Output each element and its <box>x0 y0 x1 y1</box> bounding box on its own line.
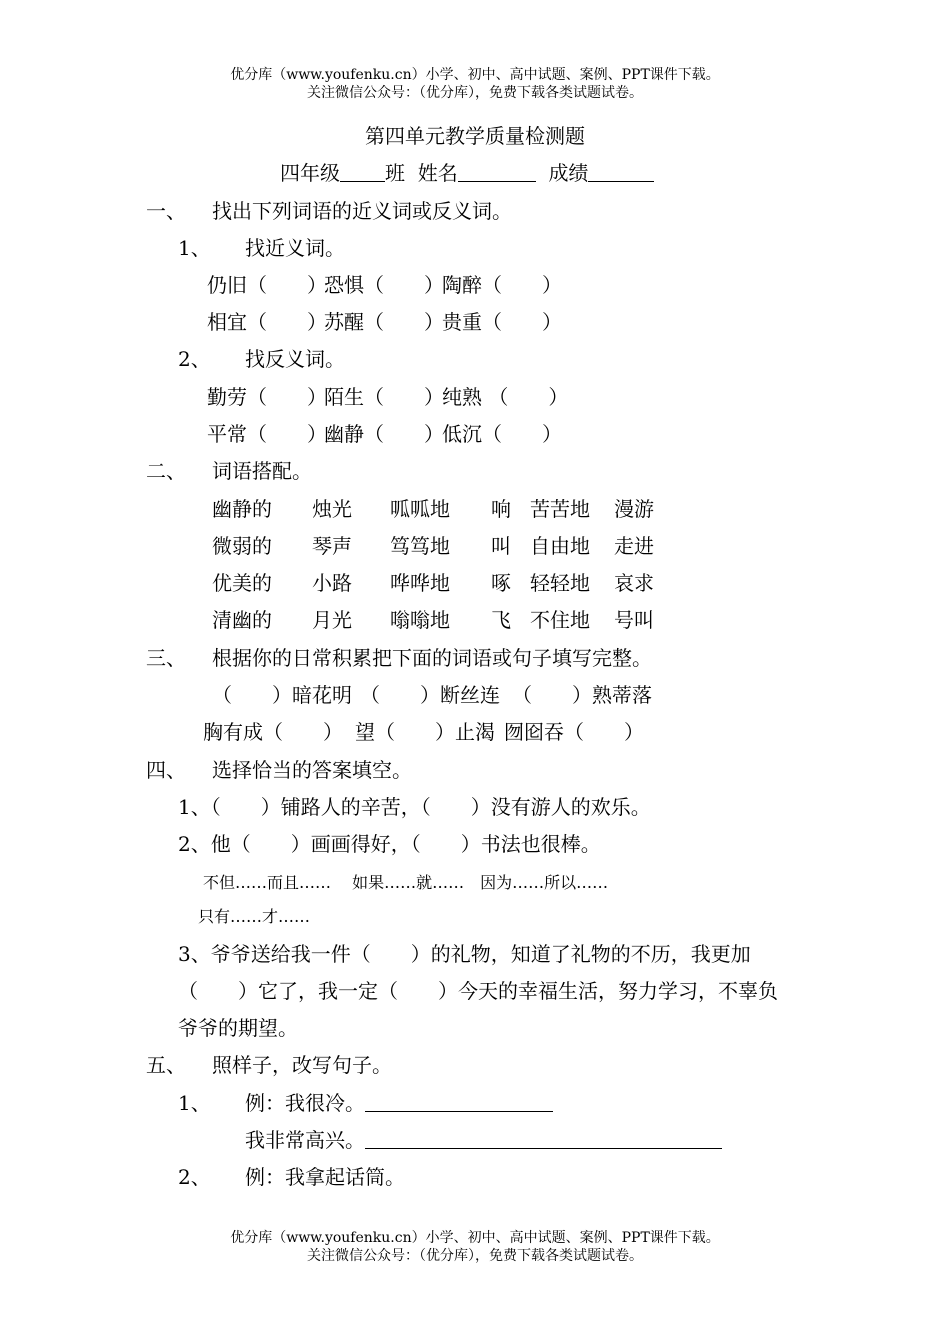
class-blank[interactable] <box>340 161 385 182</box>
header-line-2: 关注微信公众号：（优分库），免费下载各类试题试卷。 <box>307 85 643 101</box>
s1-p1-item: 苏醒（ ） <box>324 310 444 334</box>
s1-p2-item: 勤劳（ ） <box>207 385 327 409</box>
s5-p1-example-blank[interactable] <box>365 1091 553 1112</box>
match-word: 走进 <box>614 534 654 558</box>
s1-part1-title: 找近义词。 <box>245 236 345 260</box>
idiom-item: 囫囵吞（ ） <box>504 720 644 744</box>
match-word: 飞 <box>491 608 511 632</box>
idiom-item: （ ）熟蒂落 <box>512 683 652 707</box>
s5-p1-task-blank[interactable] <box>365 1128 722 1149</box>
match-word: 月光 <box>312 608 352 632</box>
score-label: 成绩 <box>548 161 589 185</box>
s1-part1-number: 1、 <box>178 236 211 260</box>
match-word: 笃笃地 <box>390 534 450 558</box>
s1-p2-item: 幽静（ ） <box>324 422 444 446</box>
section-1-title: 找出下列词语的近义词或反义词。 <box>212 199 512 223</box>
s1-p2-item: 纯熟 （ ） <box>442 385 569 409</box>
s5-part2-example: 例：我拿起话筒。 <box>245 1165 405 1189</box>
section-4-title: 选择恰当的答案填空。 <box>212 758 412 782</box>
match-word: 小路 <box>312 571 352 595</box>
match-word: 叫 <box>491 534 511 558</box>
match-word: 漫游 <box>614 497 654 521</box>
match-word: 号叫 <box>614 608 654 632</box>
s4-question-3-line-3: 爷爷的期望。 <box>178 1016 298 1040</box>
s4-options-line-2: 只有……才…… <box>198 907 311 926</box>
match-word: 自由地 <box>530 534 590 558</box>
match-word: 烛光 <box>312 497 352 521</box>
s5-part2-number: 2、 <box>178 1165 211 1189</box>
s5-p1-example-text: 例：我很冷。 <box>245 1091 365 1115</box>
match-word: 不住地 <box>530 608 590 632</box>
s5-part1-example <box>245 1091 553 1115</box>
match-word: 响 <box>491 497 511 521</box>
section-4-number: 四、 <box>146 758 186 782</box>
s4-options-line-1: 不但……而且…… 如果……就…… 因为……所以…… <box>203 873 609 892</box>
section-5-number: 五、 <box>146 1053 186 1077</box>
footer-line-2: 关注微信公众号：（优分库），免费下载各类试题试卷。 <box>307 1248 643 1264</box>
s4-question-1: 1、（ ）铺路人的辛苦，（ ）没有游人的欢乐。 <box>178 795 651 819</box>
s1-p1-item: 恐惧（ ） <box>324 273 444 297</box>
match-word: 轻轻地 <box>530 571 590 595</box>
section-5-title: 照样子，改写句子。 <box>212 1053 392 1077</box>
info-line <box>280 161 654 185</box>
match-word: 幽静的 <box>212 497 272 521</box>
s5-part1-number: 1、 <box>178 1091 211 1115</box>
s1-p1-item: 贵重（ ） <box>442 310 562 334</box>
s1-p2-item: 低沉（ ） <box>442 422 562 446</box>
s4-question-3-line-1: 3、爷爷送给我一件（ ）的礼物，知道了礼物的不历，我更加 <box>178 942 751 966</box>
match-word: 清幽的 <box>212 608 272 632</box>
s5-p1-task-text: 我非常高兴。 <box>245 1128 365 1152</box>
grade-label: 四年级 <box>280 161 340 185</box>
score-blank[interactable] <box>588 161 654 182</box>
idiom-item: （ ）断丝连 <box>360 683 500 707</box>
match-word: 哀求 <box>614 571 654 595</box>
match-word: 啄 <box>491 571 511 595</box>
match-word: 微弱的 <box>212 534 272 558</box>
page-title: 第四单元教学质量检测题 <box>365 124 585 148</box>
s1-part2-number: 2、 <box>178 347 211 371</box>
s1-part2-title: 找反义词。 <box>245 347 345 371</box>
match-word: 哗哗地 <box>390 571 450 595</box>
s1-p1-item: 陶醉（ ） <box>442 273 562 297</box>
idiom-item: 胸有成（ ） <box>203 720 343 744</box>
idiom-item: 望（ ）止渴 <box>355 720 495 744</box>
match-word: 琴声 <box>312 534 352 558</box>
s1-p1-item: 仍旧（ ） <box>207 273 327 297</box>
match-word: 优美的 <box>212 571 272 595</box>
class-label: 班 <box>385 161 405 185</box>
name-label: 姓名 <box>417 161 458 185</box>
section-1-number: 一、 <box>146 199 186 223</box>
section-3-title: 根据你的日常积累把下面的词语或句子填写完整。 <box>212 646 652 670</box>
match-word: 嗡嗡地 <box>390 608 450 632</box>
header-line-1: 优分库（www.youfenku.cn）小学、初中、高中试题、案例、PPT课件下载。 <box>230 67 720 83</box>
section-2-number: 二、 <box>146 459 186 483</box>
s4-question-2: 2、他（ ）画画得好，（ ）书法也很棒。 <box>178 832 601 856</box>
idiom-item: （ ）暗花明 <box>212 683 352 707</box>
s5-part1-task <box>245 1128 722 1152</box>
s1-p1-item: 相宜（ ） <box>207 310 327 334</box>
s1-p2-item: 陌生（ ） <box>324 385 444 409</box>
name-blank[interactable] <box>458 161 536 182</box>
match-word: 呱呱地 <box>390 497 450 521</box>
match-word: 苦苦地 <box>530 497 590 521</box>
footer-line-1: 优分库（www.youfenku.cn）小学、初中、高中试题、案例、PPT课件下载。 <box>230 1230 720 1246</box>
section-2-title: 词语搭配。 <box>212 459 312 483</box>
s4-question-3-line-2: （ ）它了，我一定（ ）今天的幸福生活，努力学习，不辜负 <box>178 979 778 1003</box>
section-3-number: 三、 <box>146 646 186 670</box>
s1-p2-item: 平常（ ） <box>207 422 327 446</box>
